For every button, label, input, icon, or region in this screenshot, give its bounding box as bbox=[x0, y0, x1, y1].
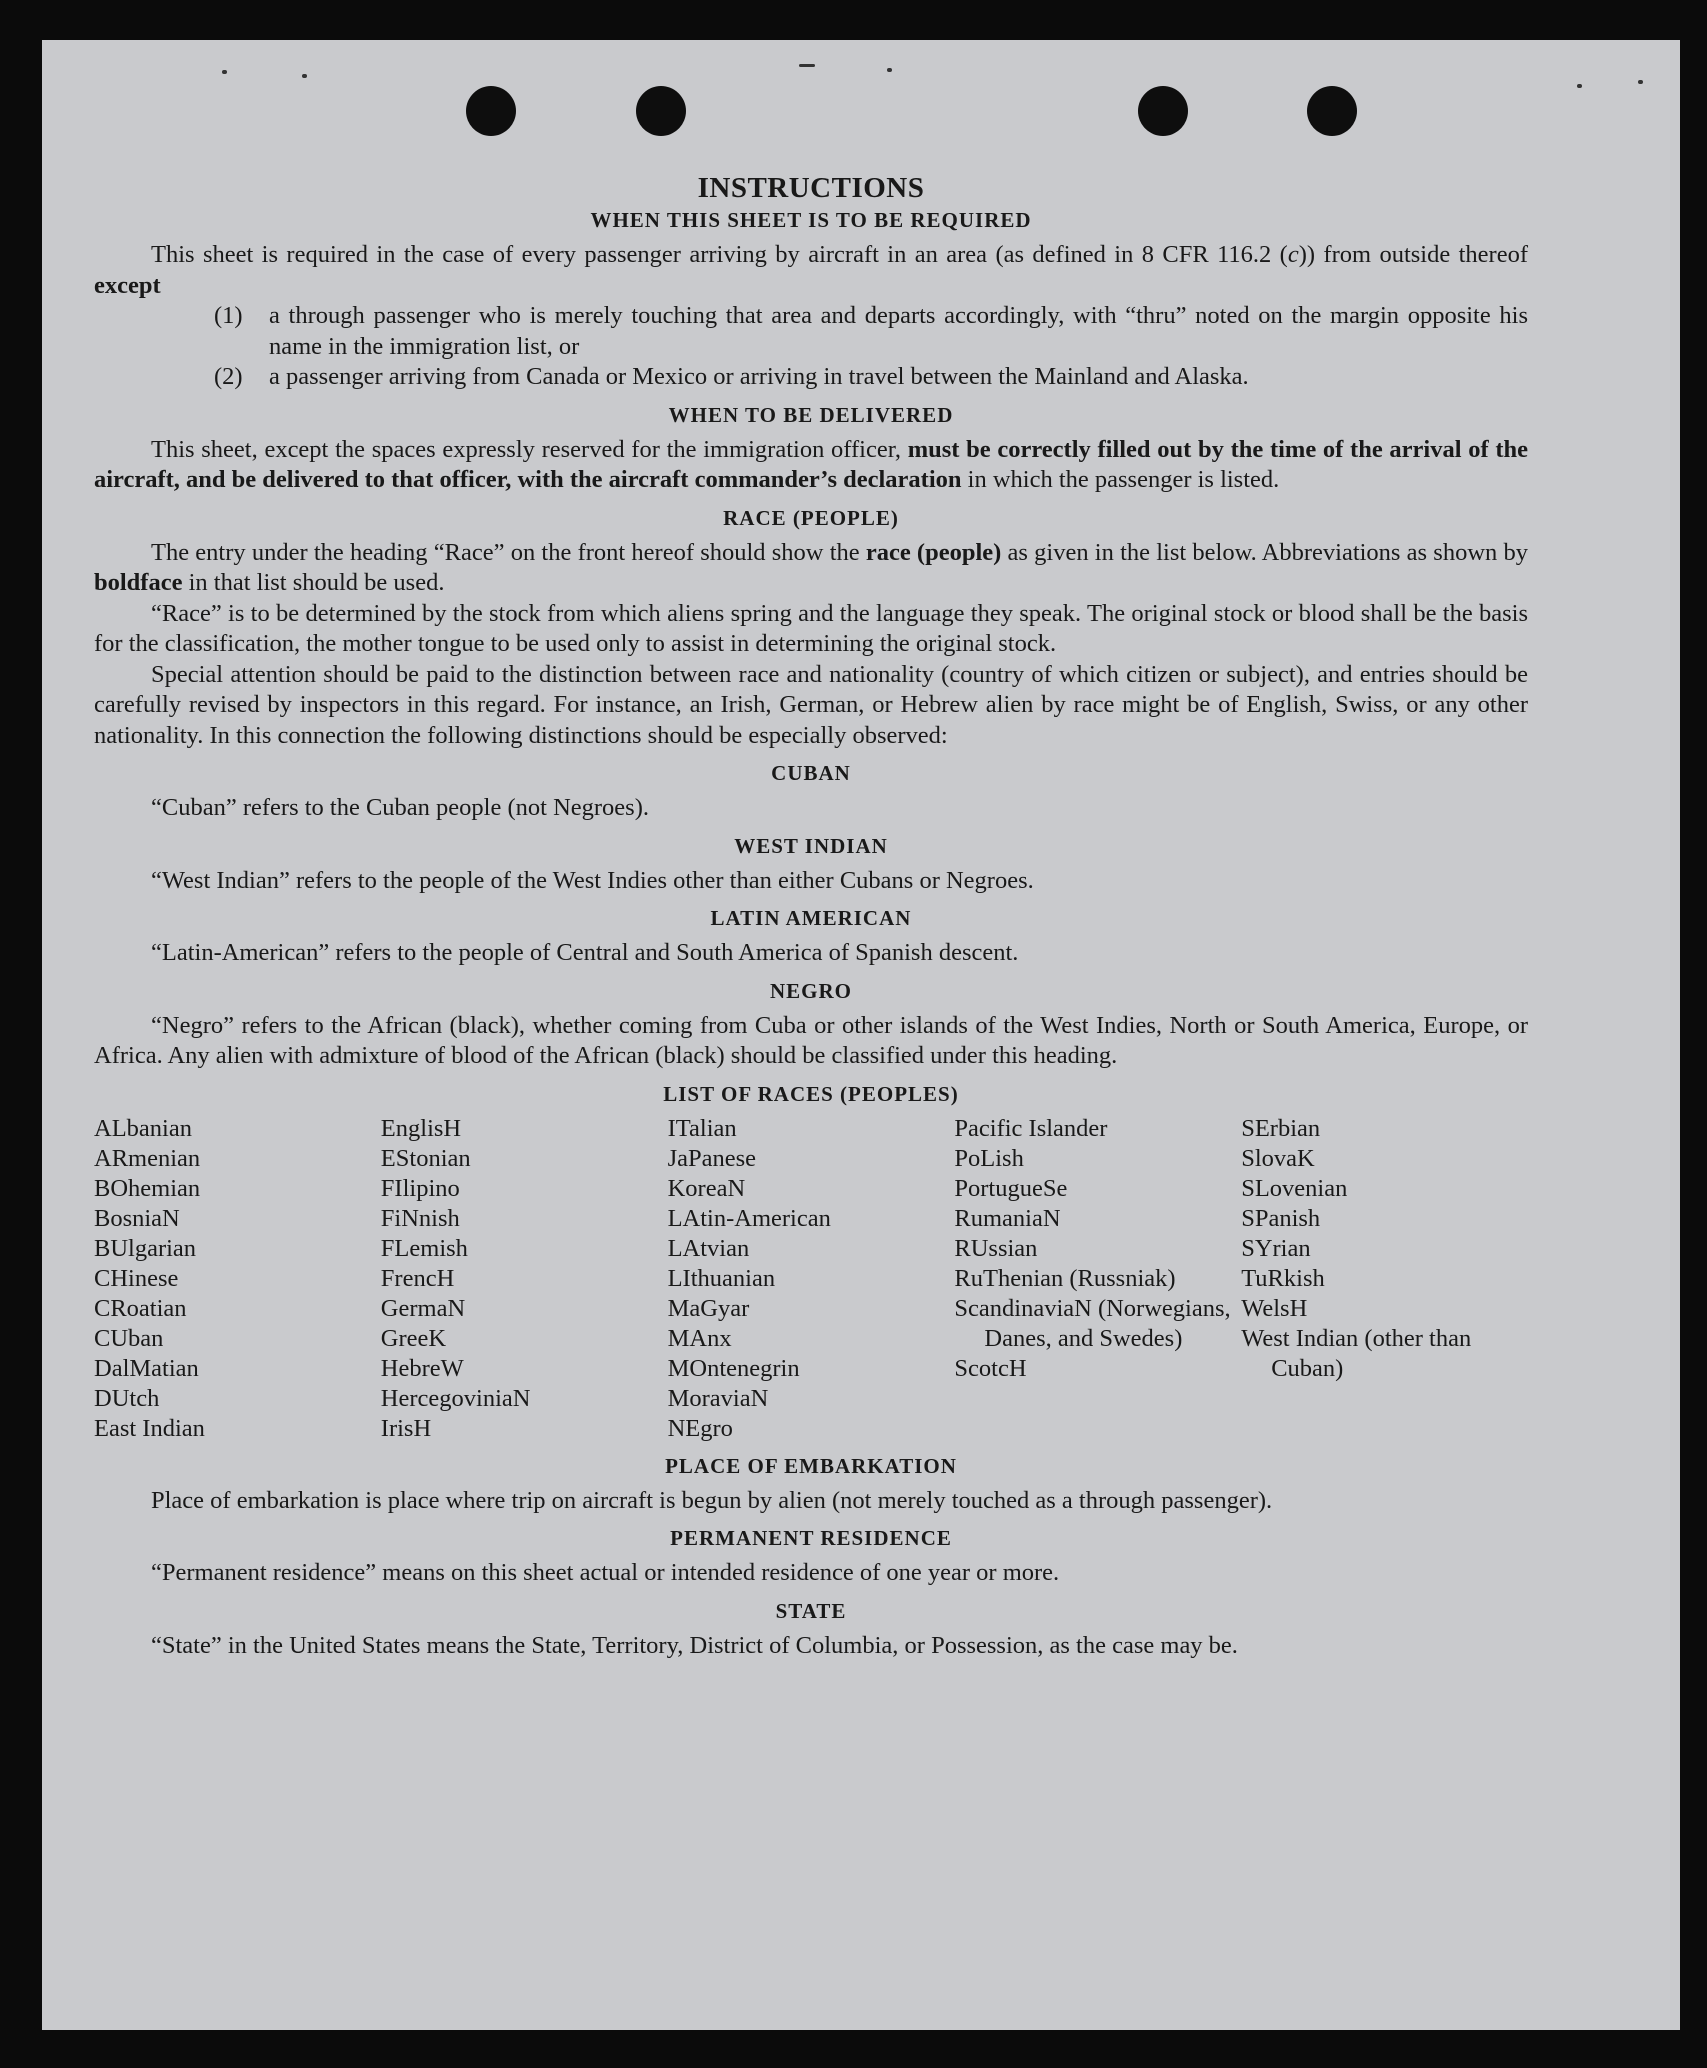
page-title: INSTRUCTIONS bbox=[697, 172, 925, 204]
cuban-text: “Cuban” refers to the Cuban people (not Negroes). bbox=[151, 794, 649, 821]
race-entry: PortugueSe bbox=[954, 1174, 1068, 1202]
section-heading-state: STATE bbox=[775, 1598, 847, 1623]
race-entry: CRoatian bbox=[94, 1294, 187, 1322]
exception-number: (2) bbox=[214, 363, 243, 390]
section-heading-cuban: CUBAN bbox=[771, 761, 851, 785]
race-entry: BOhemian bbox=[94, 1174, 201, 1202]
section-heading-negro: NEGRO bbox=[769, 978, 852, 1003]
state-text: “State” in the United States means the State, Territory, District of Columbia, or Possession, as the case may be. bbox=[151, 1631, 1238, 1659]
race-entry: MAnx bbox=[667, 1324, 732, 1352]
race-entry: SYrian bbox=[1241, 1234, 1311, 1262]
race-entry: EStonian bbox=[380, 1144, 471, 1172]
punch-hole bbox=[466, 86, 516, 136]
races-column bbox=[381, 1114, 668, 1444]
exception-text: a through passenger who is merely touching that area and departs accordingly, with “thru” noted on the margin opposite his name in the immigration list, or bbox=[269, 302, 1528, 360]
race-entry: LIthuanian bbox=[667, 1264, 776, 1292]
punch-hole bbox=[636, 86, 686, 136]
race-entry: WelsH bbox=[1241, 1294, 1308, 1322]
race-entry: ScandinaviaN (Norwegians, Danes, and Swedes) bbox=[954, 1294, 1231, 1352]
races-column bbox=[94, 1114, 381, 1444]
race-paragraph-1 bbox=[94, 538, 1528, 599]
required-intro-paragraph-letter: c bbox=[1287, 241, 1299, 268]
races-list bbox=[94, 1114, 1528, 1444]
paper-speck bbox=[799, 64, 815, 67]
race-entry: East Indian bbox=[94, 1414, 205, 1442]
race-paragraph-2: “Race” is to be determined by the stock from which aliens spring and the language they speak. The original stock or blood shall be the basis for the classification, the mother tongue to be used only to assist in determining the original stock. bbox=[94, 599, 1528, 657]
race-entry: GreeK bbox=[380, 1324, 447, 1352]
race-text: The entry under the heading “Race” on the front hereof should show the bbox=[151, 538, 866, 566]
instructions-content bbox=[94, 170, 1528, 1661]
race-entry: FiNnish bbox=[380, 1204, 460, 1232]
document-page bbox=[42, 40, 1680, 2030]
race-paragraph-3: Special attention should be paid to the distinction between race and nationality (country of which citizen or subject), and entries should be carefully revised by inspectors in this regard. For instance, an Irish, German, or Hebrew alien by race might be of English, Swiss, or any other nationality. In this connection the following distinctions should be especially observed: bbox=[94, 660, 1528, 749]
race-entry: BosniaN bbox=[94, 1204, 180, 1232]
delivered-paragraph bbox=[94, 435, 1528, 496]
race-entry: IrisH bbox=[380, 1414, 432, 1442]
race-entry: DalMatian bbox=[94, 1354, 199, 1382]
exception-item bbox=[214, 362, 1528, 393]
exception-number: (1) bbox=[214, 302, 243, 329]
race-text-3: in that list should be used. bbox=[182, 569, 445, 596]
race-entry: TuRkish bbox=[1241, 1264, 1325, 1292]
race-entry: GermaN bbox=[380, 1294, 466, 1322]
race-entry: MaGyar bbox=[667, 1294, 750, 1322]
race-entry: EnglisH bbox=[380, 1114, 462, 1142]
race-entry: ScotcH bbox=[954, 1354, 1027, 1382]
race-entry: FLemish bbox=[380, 1234, 468, 1262]
required-intro-text: This sheet is required in the case of every passenger arriving by aircraft in an area (as defined in 8 CFR 116.2 ( bbox=[151, 241, 1288, 268]
required-intro bbox=[94, 240, 1528, 301]
section-heading-residence: PERMANENT RESIDENCE bbox=[670, 1526, 952, 1550]
race-entry: LAtin-American bbox=[667, 1204, 831, 1232]
races-column bbox=[1241, 1114, 1528, 1444]
section-heading-west-indian: WEST INDIAN bbox=[734, 833, 888, 858]
race-entry: BUlgarian bbox=[94, 1234, 197, 1262]
race-entry: MOntenegrin bbox=[667, 1354, 800, 1382]
embarkation-text: Place of embarkation is place where trip on aircraft is begun by alien (not merely touched as a through passenger). bbox=[151, 1486, 1273, 1514]
race-entry: MoraviaN bbox=[667, 1384, 769, 1412]
latin-american-text: “Latin-American” refers to the people of Central and South America of Spanish descent. bbox=[151, 939, 1019, 966]
race-entry: FrencH bbox=[380, 1264, 455, 1292]
race-entry: RuThenian (Russniak) bbox=[954, 1264, 1176, 1292]
race-entry: LAtvian bbox=[667, 1234, 750, 1262]
delivered-text: This sheet, except the spaces expressly reserved for the immigration officer, bbox=[151, 435, 908, 463]
race-entry: ALbanian bbox=[94, 1114, 192, 1142]
race-entry: Pacific Islander bbox=[954, 1114, 1108, 1142]
exception-text: a passenger arriving from Canada or Mexico or arriving in travel between the Mainland and Alaska. bbox=[269, 363, 1249, 390]
section-heading-embarkation: PLACE OF EMBARKATION bbox=[665, 1453, 957, 1478]
paper-speck bbox=[887, 68, 892, 72]
race-entry: SlovaK bbox=[1241, 1144, 1315, 1172]
required-intro-except: except bbox=[94, 271, 161, 299]
required-intro-text-2: )) from outside thereof bbox=[1298, 241, 1528, 268]
race-entry: West Indian (other than Cuban) bbox=[1241, 1324, 1472, 1382]
race-entry: FIlipino bbox=[380, 1174, 460, 1202]
race-boldface-word: boldface bbox=[94, 569, 183, 596]
race-entry: RumaniaN bbox=[954, 1204, 1061, 1232]
race-entry: ITalian bbox=[667, 1114, 737, 1142]
race-entry: HebreW bbox=[380, 1354, 464, 1382]
exception-item bbox=[214, 301, 1528, 362]
paper-speck bbox=[1638, 80, 1643, 84]
race-entry: SPanish bbox=[1241, 1204, 1321, 1232]
races-column bbox=[954, 1114, 1241, 1444]
race-entry: CHinese bbox=[94, 1264, 179, 1292]
race-entry: KoreaN bbox=[667, 1174, 746, 1202]
delivered-bold-text: must be correctly filled out by the time of the arrival of the aircraft, and be delivered to that officer, with the aircraft commander’s declaration bbox=[94, 435, 1529, 493]
race-entry: SErbian bbox=[1241, 1114, 1321, 1142]
race-bold-text: race (people) bbox=[865, 538, 1002, 566]
section-heading-races-list: LIST OF RACES (PEOPLES) bbox=[663, 1081, 959, 1106]
races-column bbox=[668, 1114, 955, 1444]
race-entry: SLovenian bbox=[1241, 1174, 1348, 1202]
punch-hole bbox=[1138, 86, 1188, 136]
section-heading-latin-american: LATIN AMERICAN bbox=[710, 906, 912, 930]
punch-hole bbox=[1307, 86, 1357, 136]
negro-text: “Negro” refers to the African (black), whether coming from Cuba or other islands of the West Indies, North or South America, Europe, or Africa. Any alien with admixture of blood of the African (black) should be classified under this heading. bbox=[94, 1011, 1528, 1069]
paper-speck bbox=[222, 70, 227, 74]
section-heading-delivered: WHEN TO BE DELIVERED bbox=[668, 402, 954, 427]
section-heading-required: WHEN THIS SHEET IS TO BE REQUIRED bbox=[590, 208, 1032, 232]
race-text-2: as given in the list below. Abbreviations as shown by bbox=[1001, 538, 1528, 566]
delivered-text-end: in which the passenger is listed. bbox=[961, 466, 1280, 493]
section-heading-race: RACE (PEOPLE) bbox=[723, 505, 899, 530]
race-entry: CUban bbox=[94, 1324, 164, 1352]
paper-speck bbox=[1577, 84, 1582, 88]
race-entry: HercegoviniaN bbox=[380, 1384, 531, 1412]
race-entry: DUtch bbox=[94, 1384, 160, 1412]
west-indian-text: “West Indian” refers to the people of the West Indies other than either Cubans or Negroes. bbox=[151, 866, 1034, 894]
paper-speck bbox=[302, 74, 307, 78]
race-entry: NEgro bbox=[667, 1414, 733, 1442]
race-entry: RUssian bbox=[954, 1234, 1038, 1262]
race-entry: ARmenian bbox=[94, 1144, 201, 1172]
residence-text: “Permanent residence” means on this sheet actual or intended residence of one year or more. bbox=[151, 1559, 1060, 1586]
race-entry: PoLish bbox=[954, 1144, 1024, 1172]
race-entry: JaPanese bbox=[667, 1144, 757, 1172]
